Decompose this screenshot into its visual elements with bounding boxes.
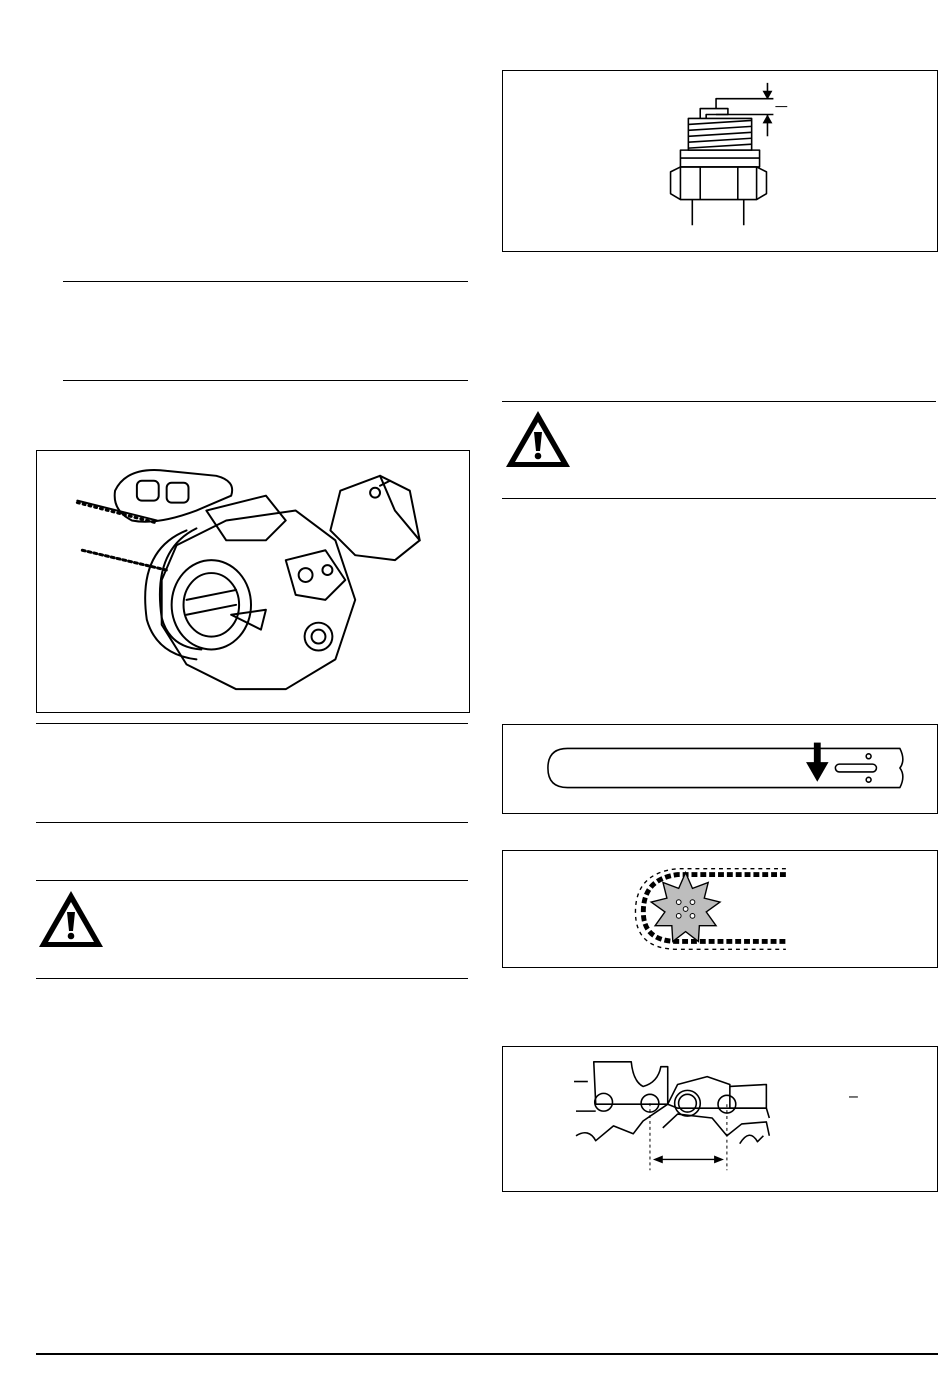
chain-pitch-illustration-frame	[502, 1046, 938, 1192]
warning-rule-bottom	[36, 978, 468, 979]
warning-rule-bottom	[502, 498, 936, 499]
warning-rule-top	[36, 880, 468, 881]
spark-plug-illustration-frame	[502, 70, 938, 252]
guide-bar-illustration-frame	[502, 724, 938, 814]
warning-rule-top	[502, 401, 936, 402]
section-rule-top	[63, 281, 468, 282]
warning-triangle-icon	[502, 408, 574, 470]
spark-plug-illustration	[503, 71, 937, 251]
chainsaw-illustration	[37, 451, 469, 712]
section-rule	[36, 723, 468, 724]
sprocket-illustration-frame	[502, 850, 938, 968]
footer-rule	[36, 1353, 938, 1355]
sprocket-chain-illustration	[503, 851, 937, 967]
chain-pitch-illustration	[503, 1047, 937, 1191]
chainsaw-illustration-frame	[36, 450, 470, 713]
section-rule-bottom	[63, 380, 468, 381]
warning-triangle-icon	[36, 888, 106, 950]
section-rule	[36, 822, 468, 823]
pitch-fraction-mark: –	[849, 1088, 858, 1105]
guide-bar-illustration	[503, 725, 937, 813]
